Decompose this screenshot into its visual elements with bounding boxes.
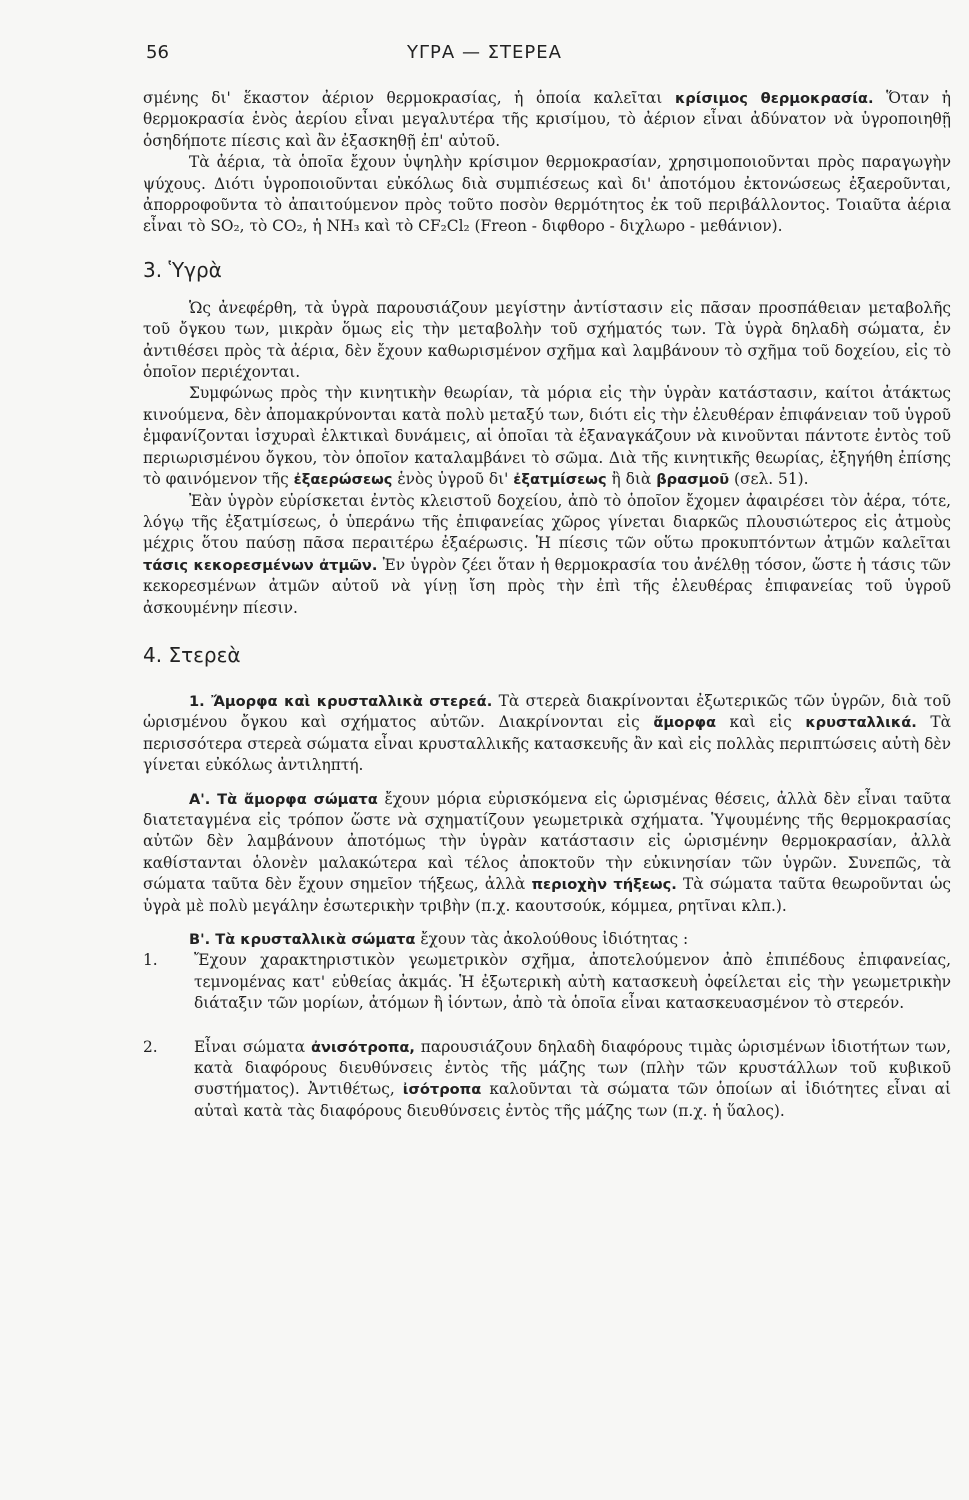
term-isotropic: ἰσότροπα — [402, 1081, 482, 1099]
subheading-amorphous-crystalline: 1. Ἄμορφα καὶ κρυσταλλικὰ στερεά. — [189, 692, 493, 710]
page-body — [143, 88, 951, 1122]
text: Εἶναι σώματα — [194, 1037, 311, 1056]
text: Ἔχουν χαρακτηριστικὸν γεωμετρικὸν σχῆμα, ἀποτελούμενον ἀπὸ ἐπιπέδους ἐπιφανείας, τεμνομένας κατ' εὐθείας ἀκμάς. Ἡ ἐξωτερικὴ αὐτὴ κατασκευὴ ὀφείλεται εἰς τὴν γεωμετρικὴν διάταξιν τῶν μορίων, ἀτόμων ἢ ἰόντων, ἀπὸ τὰ ὁποῖα εἶναι κατασκευασμένον τὸ στερεόν. — [194, 951, 951, 1013]
term-evaporation: ἐξαερώσεως — [293, 471, 393, 489]
paragraph-refrigeration — [143, 152, 951, 238]
text: παρουσιάζουν δηλαδὴ διαφόρους τιμὰς ὡρισμένων ἰδιοτήτων των, κατὰ διαφόρους διευθύνσεις ἐντὸς τῆς μάζης των (πλὴν τῶν κρυστάλλων τοῦ κυβικοῦ συστήματος). Ἀντιθέτως, — [194, 1037, 951, 1099]
text: Ἐν ὑγρὸν ζέει ὅταν ἡ θερμοκρασία του ἀνέλθῃ τόσον, ὥστε ἡ τάσις τῶν κεκορεσμένων ἀτμῶν αὐτοῦ νὰ γίνῃ ἴση πρὸς τὴν ἐπὶ τῆς ἐλευθέρας ἐπιφανείας τοῦ ὑγροῦ ἀσκουμένην πίεσιν. — [143, 555, 952, 617]
text: Ἐὰν ὑγρὸν εὑρίσκεται ἐντὸς κλειστοῦ δοχείου, ἀπὸ τὸ ὁποῖον ἔχομεν ἀφαιρέσει τὸν ἀέρα, τότε, λόγῳ τῆς ἐξατμίσεως, ὁ ὑπεράνω τῆς ἐπιφανείας χῶρος γίνεται διαρκῶς πλουσιώτερος εἰς ἀτμοὺς μέχρις ὅτου παύσῃ πᾶσα περαιτέρω ἐξαέρωσις. Ἡ πίεσις τῶν οὕτω προκυπτόντων ἀτμῶν καλεῖται — [143, 491, 951, 553]
paragraph-amorphous-crystalline — [143, 691, 951, 777]
list-item — [143, 950, 951, 1014]
term-critical-temperature: κρίσιμος θερμοκρασία. — [674, 90, 874, 107]
term-amorphous: ἄμορφα — [653, 714, 717, 732]
paragraph-kinetic-theory — [143, 383, 951, 490]
text: Τὰ σώματα ταῦτα θεωροῦνται ὡς ὑγρὰ μὲ πολὺ μεγάλην ἐσωτερικὴν τριβὴν (π.χ. καουτσούκ, κόμμεα, ρητῖναι κλπ.). — [143, 875, 952, 915]
text: Τὰ ἀέρια, τὰ ὁποῖα ἔχουν ὑψηλὴν κρίσιμον θερμοκρασίαν, χρησιμοποιοῦνται πρὸς παραγωγὴν ψύχους. Διότι ὑγροποιοῦνται εὐκόλως διὰ συμπιέσεως καὶ δι' ἀποτόμου ἐκτονώσεως ἐξαεροῦνται, ἀπορροφοῦντα τὸ ἀπαιτούμενον πρὸς τοῦτο ποσὸν θερμότητος ἐκ τοῦ περιβάλλοντος. Τοιαῦτα ἀέρια εἶναι τὸ SO₂, τὸ CO₂, ἡ NH₃ καὶ τὸ CF₂Cl₂ (Freon - διφθορο - διχλωρο - μεθάνιον). — [143, 153, 951, 236]
text: ἢ διὰ — [606, 470, 657, 489]
text: Ὅταν ἡ θερμοκρασία ἑνὸς ἀερίου εἶναι μεγαλυτέρα τῆς κρισίμου, τὸ ἀέριον εἶναι ἀδύνατον νὰ ὑγροποιηθῇ ὁσηδήποτε πίεσις καὶ ἂν ἐξασκηθῇ ἐπ' αὐτοῦ. — [143, 89, 951, 150]
section-heading-liquids: 3. Ὑγρὰ — [143, 257, 222, 282]
term-anisotropic: ἀνισότροπα, — [310, 1038, 415, 1056]
paragraph-crystalline-bodies — [143, 929, 951, 950]
text: ἔχουν μόρια εὑρισκόμενα εἰς ὡρισμένας θέσεις, ἀλλὰ δὲν εἶναι ταῦτα διατεταγμένα εἰς τρόπον ὥστε νὰ σχηματίζουν γεωμετρικὰ σχήματα. Ὑψουμένης τῆς θερμοκρασίας αὐτῶν δὲν λαμβάνουν ἀποτόμως τὴν ὑγρὰν κατάστασιν εἰς ὡρισμένην θερμοκρασίαν, ἀλλὰ καθίστανται ὁλονὲν μαλακώτερα καὶ τέλος ἀποκτοῦν τὴν εὐκινησίαν τῶν ὑγρῶν. Συνεπῶς, τὰ σώματα ταῦτα δὲν ἔχουν σημεῖον τήξεως, ἀλλὰ — [143, 789, 951, 894]
text: (σελ. 51). — [729, 470, 809, 489]
text: Τὰ στερεὰ διακρίνονται ἐξωτερικῶς τῶν ὑγρῶν, διὰ τοῦ ὡρισμένου ὄγκου καὶ σχήματος αὐτῶν. Διακρίνονται εἰς — [143, 691, 951, 732]
text: Τὰ περισσότερα στερεὰ σώματα εἶναι κρυσταλλικῆς κατασκευῆς ἂν καὶ εἰς πολλὰς περιπτώσεις αὐτὴ δὲν γίνεται εὐκόλως ἀντιληπτή. — [143, 713, 951, 775]
text: σμένης δι' ἕκαστον ἀέριον θερμοκρασίας, ἡ ὁποία καλεῖται — [143, 89, 675, 107]
paragraph-vapor-pressure — [143, 491, 951, 619]
list-item-number: 2. — [143, 1037, 158, 1056]
text: καλοῦνται τὰ σώματα τῶν ὁποίων αἱ ἰδιότητες εἶναι αἱ αὐταὶ κατὰ τὰς διαφόρους διευθύνσεις ἐντὸς τῆς μάζης των (π.χ. ἡ ὕαλος). — [194, 1080, 951, 1120]
text: ἑνὸς ὑγροῦ δι' — [392, 470, 514, 489]
text: ἔχουν τὰς ἀκολούθους ἰδιότητας : — [415, 930, 689, 948]
subheading-amorphous-bodies: Α'. Τὰ ἄμορφα σώματα — [189, 790, 378, 808]
list-item — [143, 1037, 951, 1123]
page-number: 56 — [146, 42, 169, 63]
text: Συμφώνως πρὸς τὴν κινητικὴν θεωρίαν, τὰ μόρια εἰς τὴν ὑγρὰν κατάστασιν, καίτοι ἀτάκτως κινούμενα, δὲν ἀπομακρύνονται κατὰ πολὺ μεταξύ των, διότι εἰς τὴν ἐλευθέραν ἐπιφάνειαν τοῦ ὑγροῦ ἐμφανίζονται ἰσχυραὶ ἑλκτικαὶ δυνάμεις, αἱ ὁποῖαι τὰ ἐξαναγκάζουν νὰ κινοῦνται πάντοτε ἐντὸς τοῦ περιωρισμένου ὄγκου, τὸν ὁποῖον καταλαμβάνει τὸ σῶμα. Διὰ τῆς κινητικῆς θεωρίας, ἐξηγήθη ἐπίσης τὸ φαινόμενον τῆς — [143, 384, 951, 489]
text: καὶ εἰς — [716, 713, 806, 732]
term-boiling: βρασμοῦ — [656, 471, 730, 489]
paragraph-liquids-volume: Ὡς ἀνεφέρθη, τὰ ὑγρὰ παρουσιάζουν μεγίστην ἀντίστασιν εἰς πᾶσαν προσπάθειαν μεταβολῆς τοῦ ὄγκου των, μικρὰν ὅμως εἰς τὴν μεταβολὴν τοῦ σχήματός των. Τὰ ὑγρὰ δηλαδὴ σώματα, ἐν ἀντιθέσει πρὸς τὰ ἀέρια, δὲν ἔχουν καθωρισμένον σχῆμα καὶ λαμβάνουν τὸ σχῆμα τοῦ δοχείου, εἰς τὸ ὁποῖον περιέχονται. — [143, 298, 951, 382]
list-item-number: 1. — [143, 951, 158, 970]
term-vaporization: ἐξατμίσεως — [513, 471, 607, 489]
term-crystalline: κρυσταλλικά. — [805, 714, 917, 732]
running-title: ΥΓΡΑ — ΣΤΕΡΕΑ — [407, 42, 562, 63]
paragraph-amorphous-bodies — [143, 789, 951, 917]
term-saturated-vapor-pressure: τάσις κεκορεσμένων ἀτμῶν. — [143, 556, 378, 574]
term-melting-range: περιοχὴν τήξεως. — [531, 876, 677, 894]
subheading-crystalline-bodies: Β'. Τὰ κρυσταλλικὰ σώματα — [189, 931, 416, 948]
paragraph-critical-temperature — [143, 88, 951, 152]
section-heading-solids: 4. Στερεὰ — [143, 642, 241, 667]
